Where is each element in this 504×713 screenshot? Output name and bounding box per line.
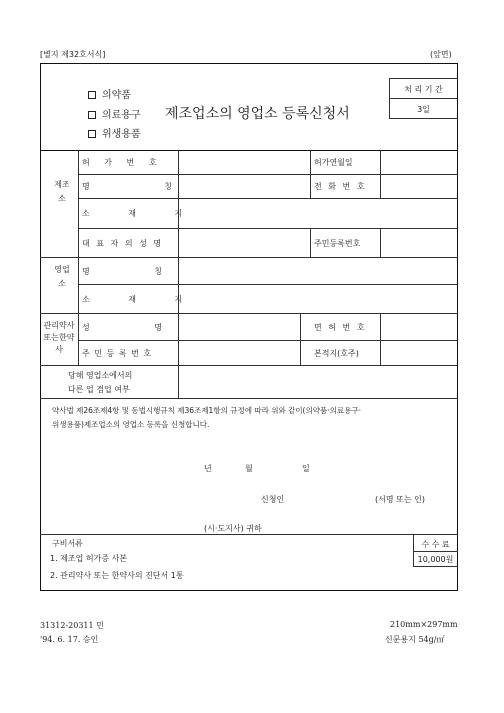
applicant-label: 신청인 [261,495,285,504]
factory-address-label: 소 재 지 [82,209,191,218]
license-date-label: 허가연월일 [314,158,353,167]
paper-type: 신문용지 54g/㎡ [385,635,445,644]
form-reference: [별지 제32호서식] [40,50,106,59]
checkbox-medicine[interactable]: 의약품 [88,86,131,101]
documents-title: 구비서류 [52,539,83,548]
fee-label: 수 수 료 [421,540,450,549]
license-number-label: 허 가 번 호 [82,158,163,167]
date-year: 년 [204,464,212,473]
domicile-label: 본적지(호주) [314,349,359,358]
processing-value: 3일 [417,105,430,114]
recipient: (시·도지사) 귀하 [204,524,262,533]
form-title: 제조업소의 영업소 등록신청서 [165,106,350,122]
page-side: (앞면) [430,50,452,59]
concurrent-label-line1: 당해 영업소에서의 [68,371,133,380]
form-code: 31312-20311 민 [40,621,104,630]
date-month: 월 [245,464,253,473]
fee-value: 10,000원 [417,555,454,564]
approval-date: '94. 6. 17. 승인 [40,635,99,644]
concurrent-label-line2: 다른 업 겸업 여부 [68,385,130,394]
checkbox-icon [88,91,96,99]
date-day: 일 [302,464,310,473]
pharmacist-resident-label: 주 민 등 록 번 호 [82,349,153,358]
checkbox-medical-device[interactable]: 의료용구 [88,106,141,121]
representative-name-label: 대 표 자 의 성 명 [82,239,164,248]
checkbox-icon [88,111,96,119]
resident-number-label: 주민등록번호 [314,239,361,248]
checkbox-hygiene[interactable]: 위생용품 [88,125,141,140]
document-item-2: 2. 관리약사 또는 한약사의 진단서 1통 [50,571,184,580]
branch-group-label: 영업소 [54,265,70,288]
phone-label: 전 화 번 호 [314,182,367,191]
document-item-1: 1. 제조업 허가증 사본 [50,554,128,563]
signature-label: (서명 또는 인) [375,495,425,504]
declaration-line1: 약사법 제26조제4항 및 동법시행규칙 제36조제1항의 규정에 따라 위와 같이(의약품·의료용구· [52,406,361,415]
factory-name-label: 명 칭 [82,182,178,191]
pharmacist-name-label: 성 명 [82,323,162,332]
checkbox-icon [88,130,96,138]
processing-label: 처 리 기 간 [404,85,443,94]
declaration-line2: 위생용품)제조업소의 영업소 등록을 신청합니다. [52,420,210,429]
paper-size: 210mm×297mm [390,620,458,629]
branch-name-label: 명 칭 [82,267,162,276]
factory-group-label: 제조소 [54,180,70,203]
branch-address-label: 소 재 지 [82,295,191,304]
pharmacist-license-label: 면 허 번 호 [314,323,367,332]
pharmacist-group-label: 관리약사또는한약사 [43,321,75,354]
